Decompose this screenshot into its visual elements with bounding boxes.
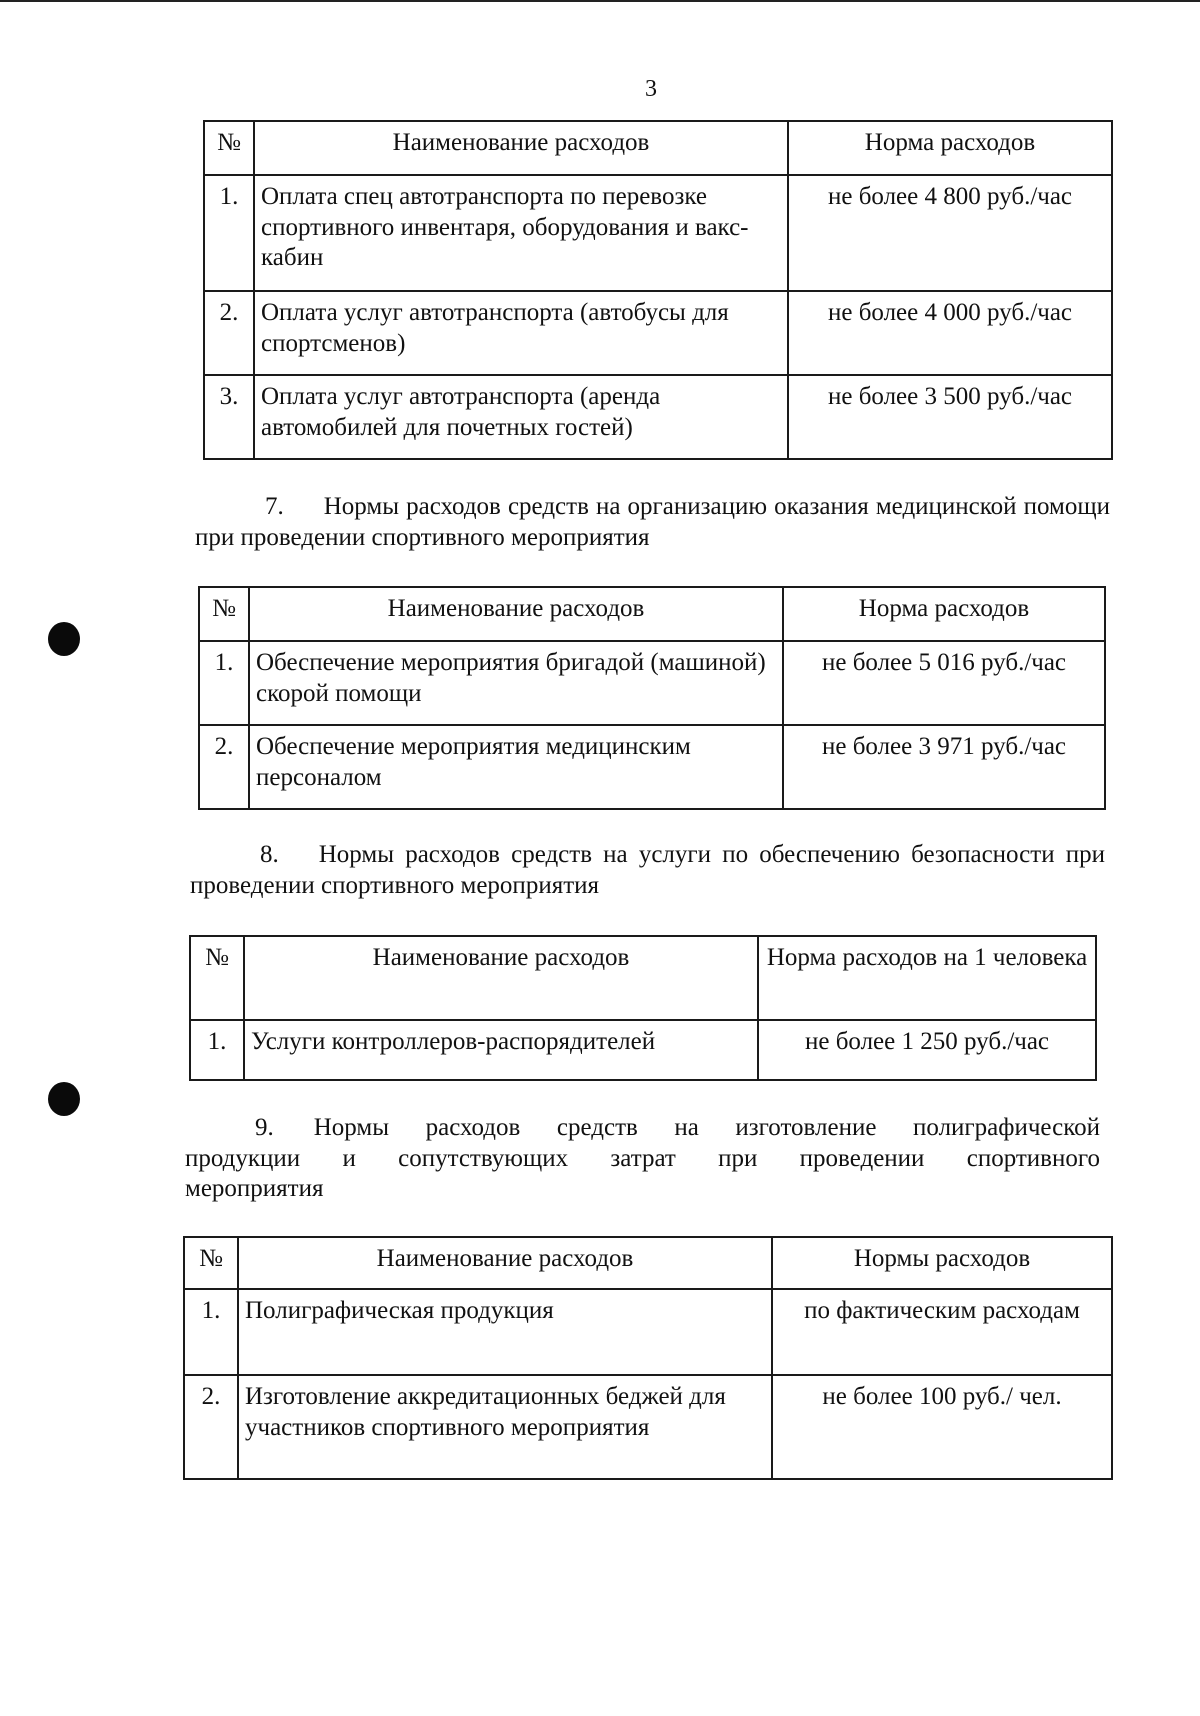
column-header-norm: Нормы расходов — [772, 1237, 1112, 1289]
section-7-heading — [195, 492, 1110, 553]
expense-norm: не более 3 971 руб./час — [783, 725, 1105, 809]
table-row — [184, 1289, 1112, 1375]
page-number: 3 — [645, 76, 657, 102]
column-header-number: № — [204, 121, 254, 175]
printing-norms-table — [183, 1236, 1113, 1480]
table-header-row — [199, 587, 1105, 641]
row-number: 2. — [199, 725, 249, 809]
table-row — [184, 1375, 1112, 1479]
expense-norm: не более 1 250 руб./час — [758, 1020, 1096, 1080]
page-top-border — [0, 0, 1200, 2]
table-row — [204, 175, 1112, 291]
table-row — [190, 1020, 1096, 1080]
section-title: Нормы расходов средств на услуги по обеспечению безопасности при проведении спортивного мероприятия — [190, 841, 1105, 899]
column-header-number: № — [184, 1237, 238, 1289]
section-number: 7. — [265, 493, 284, 520]
expense-name: Изготовление аккредитационных беджей для участников спортивного мероприятия — [238, 1375, 772, 1479]
section-9-heading — [185, 1113, 1100, 1205]
expense-norm: по фактическим расходам — [772, 1289, 1112, 1375]
column-header-number: № — [199, 587, 249, 641]
expense-norm: не более 4 800 руб./час — [788, 175, 1112, 291]
section-number: 9. — [255, 1114, 274, 1141]
expense-norm: не более 100 руб./ чел. — [772, 1375, 1112, 1479]
expense-norm: не более 3 500 руб./час — [788, 375, 1112, 459]
table-row — [199, 641, 1105, 725]
row-number: 2. — [184, 1375, 238, 1479]
security-norms-table — [189, 935, 1097, 1081]
row-number: 1. — [199, 641, 249, 725]
punch-hole-lower — [48, 1082, 80, 1116]
expense-name: Обеспечение мероприятия медицинским персоналом — [249, 725, 783, 809]
row-number: 1. — [190, 1020, 244, 1080]
expense-name: Услуги контроллеров-распорядителей — [244, 1020, 758, 1080]
table-header-row — [190, 936, 1096, 1020]
row-number: 1. — [204, 175, 254, 291]
section-8-heading — [190, 840, 1105, 901]
row-number: 3. — [204, 375, 254, 459]
table-header-row — [204, 121, 1112, 175]
expense-name: Полиграфическая продукция — [238, 1289, 772, 1375]
expense-norm: не более 5 016 руб./час — [783, 641, 1105, 725]
section-title: Нормы расходов средств на изготовление полиграфической продукции и сопутствующих затрат при проведении спортивного мероприятия — [185, 1114, 1100, 1202]
row-number: 2. — [204, 291, 254, 375]
column-header-name: Наименование расходов — [249, 587, 783, 641]
expense-name: Оплата спец автотранспорта по перевозке спортивного инвентаря, оборудования и вакс-кабин — [254, 175, 788, 291]
row-number: 1. — [184, 1289, 238, 1375]
column-header-norm: Норма расходов на 1 человека — [758, 936, 1096, 1020]
transport-norms-table — [203, 120, 1113, 460]
table-row — [204, 291, 1112, 375]
table-header-row — [184, 1237, 1112, 1289]
column-header-name: Наименование расходов — [254, 121, 788, 175]
section-title: Нормы расходов средств на организацию оказания медицинской помощи при проведении спортивного мероприятия — [195, 493, 1110, 551]
column-header-norm: Норма расходов — [783, 587, 1105, 641]
expense-name: Оплата услуг автотранспорта (автобусы для спортсменов) — [254, 291, 788, 375]
medical-norms-table — [198, 586, 1106, 810]
expense-norm: не более 4 000 руб./час — [788, 291, 1112, 375]
table-row — [204, 375, 1112, 459]
section-number: 8. — [260, 841, 279, 868]
column-header-norm: Норма расходов — [788, 121, 1112, 175]
table-row — [199, 725, 1105, 809]
expense-name: Оплата услуг автотранспорта (аренда автомобилей для почетных гостей) — [254, 375, 788, 459]
column-header-number: № — [190, 936, 244, 1020]
expense-name: Обеспечение мероприятия бригадой (машиной) скорой помощи — [249, 641, 783, 725]
column-header-name: Наименование расходов — [238, 1237, 772, 1289]
punch-hole-upper — [48, 622, 80, 656]
column-header-name: Наименование расходов — [244, 936, 758, 1020]
